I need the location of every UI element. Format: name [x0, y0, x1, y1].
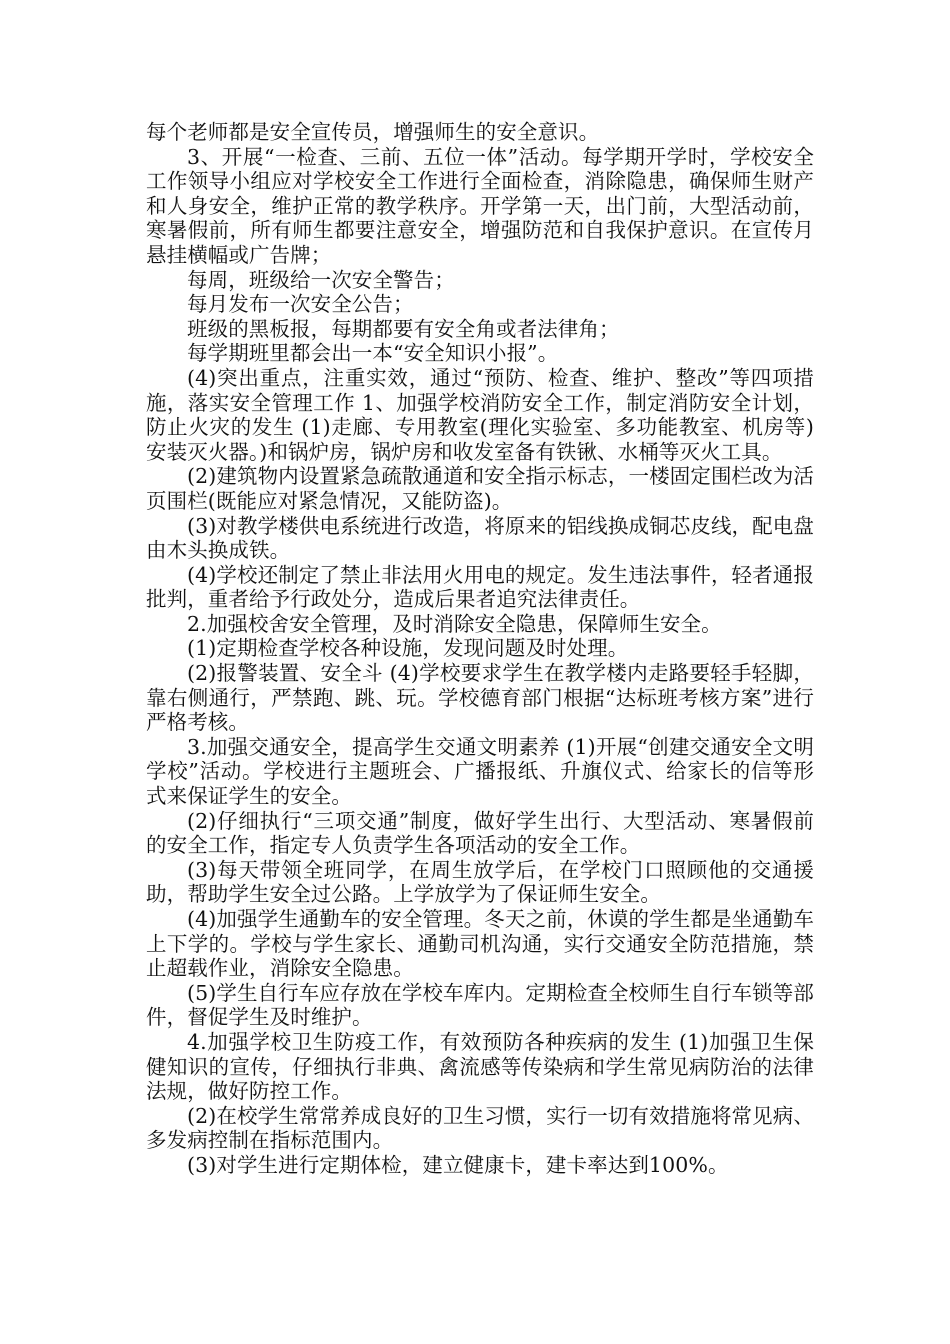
- paragraph: 3、开展“一检查、三前、五位一体”活动。每学期开学时，学校安全工作领导小组应对学校安全工作进行全面检查，消除隐患，确保师生财产和人身安全，维护正常的教学秩序。开学第一天，出门前，大型活动前，寒暑假前，所有师生都要注意安全，增强防范和自我保护意识。在宣传月悬挂横幅或广告牌；: [146, 144, 814, 267]
- document-body: [146, 120, 814, 1178]
- paragraph: 3.加强交通安全，提高学生交通文明素养 (1)开展“创建交通安全文明学校”活动。学校进行主题班会、广播报纸、升旗仪式、给家长的信等形式来保证学生的安全。: [146, 734, 814, 809]
- paragraph: (1)定期检查学校各种设施，发现问题及时处理。: [187, 636, 629, 661]
- paragraph: (4)学校还制定了禁止非法用火用电的规定。发生违法事件，轻者通报批判，重者给予行政处分，造成后果者追究法律责任。: [146, 562, 814, 612]
- paragraph: (3)对学生进行定期体检，建立健康卡，建卡率达到100%。: [187, 1152, 729, 1177]
- paragraph: (3)每天带领全班同学，在周生放学后，在学校门口照顾他的交通援助，帮助学生安全过公路。上学放学为了保证师生安全。: [146, 857, 814, 907]
- paragraph: 每周，班级给一次安全警告；: [187, 267, 455, 292]
- paragraph: (2)在校学生常常养成良好的卫生习惯，实行一切有效措施将常见病、多发病控制在指标范围内。: [146, 1103, 814, 1153]
- paragraph: (5)学生自行车应存放在学校车库内。定期检查全校师生自行车锁等部件，督促学生及时维护。: [146, 980, 814, 1030]
- paragraph: (4)突出重点，注重实效，通过“预防、检查、维护、整改”等四项措施，落实安全管理工作 1、加强学校消防安全工作，制定消防安全计划，防止火灾的发生 (1)走廊、专用教室(理化实验室、多功能教室、机房等)安装灭火器。)和锅炉房，锅炉房和收发室备有铁锹、水桶等灭火工具。: [146, 365, 814, 464]
- paragraph: 每个老师都是安全宣传员，增强师生的安全意识。: [146, 120, 600, 144]
- paragraph: (3)对教学楼供电系统进行改造，将原来的铝线换成铜芯皮线，配电盘由木头换成铁。: [146, 513, 814, 563]
- paragraph: 2.加强校舍安全管理，及时消除安全隐患，保障师生安全。: [187, 611, 722, 636]
- paragraph: (2)建筑物内设置紧急疏散通道和安全指示标志，一楼固定围栏改为活页围栏(既能应对紧急情况，又能防盗)。: [146, 464, 814, 513]
- paragraph: (2)报警装置、安全斗 (4)学校要求学生在教学楼内走路要轻手轻脚，靠右侧通行，严禁跑、跳、玩。学校德育部门根据“达标班考核方案”进行严格考核。: [146, 661, 814, 735]
- paragraph: 班级的黑板报，每期都要有安全角或者法律角；: [187, 316, 620, 341]
- paragraph: (2)仔细执行“三项交通”制度，做好学生出行、大型活动、寒暑假前的安全工作，指定专人负责学生各项活动的安全工作。: [146, 808, 814, 858]
- paragraph: (4)加强学生通勤车的安全管理。冬天之前，休谟的学生都是坐通勤车上下学的。学校与学生家长、通勤司机沟通，实行交通安全防范措施，禁止超载作业，消除安全隐患。: [146, 907, 814, 981]
- paragraph: 每学期班里都会出一本“安全知识小报”。: [187, 341, 559, 366]
- paragraph: 每月发布一次安全公告；: [187, 292, 414, 317]
- paragraph: 4.加强学校卫生防疫工作，有效预防各种疾病的发生 (1)加强卫生保健知识的宣传，仔细执行非典、禽流感等传染病和学生常见病防治的法律法规，做好防控工作。: [146, 1029, 814, 1104]
